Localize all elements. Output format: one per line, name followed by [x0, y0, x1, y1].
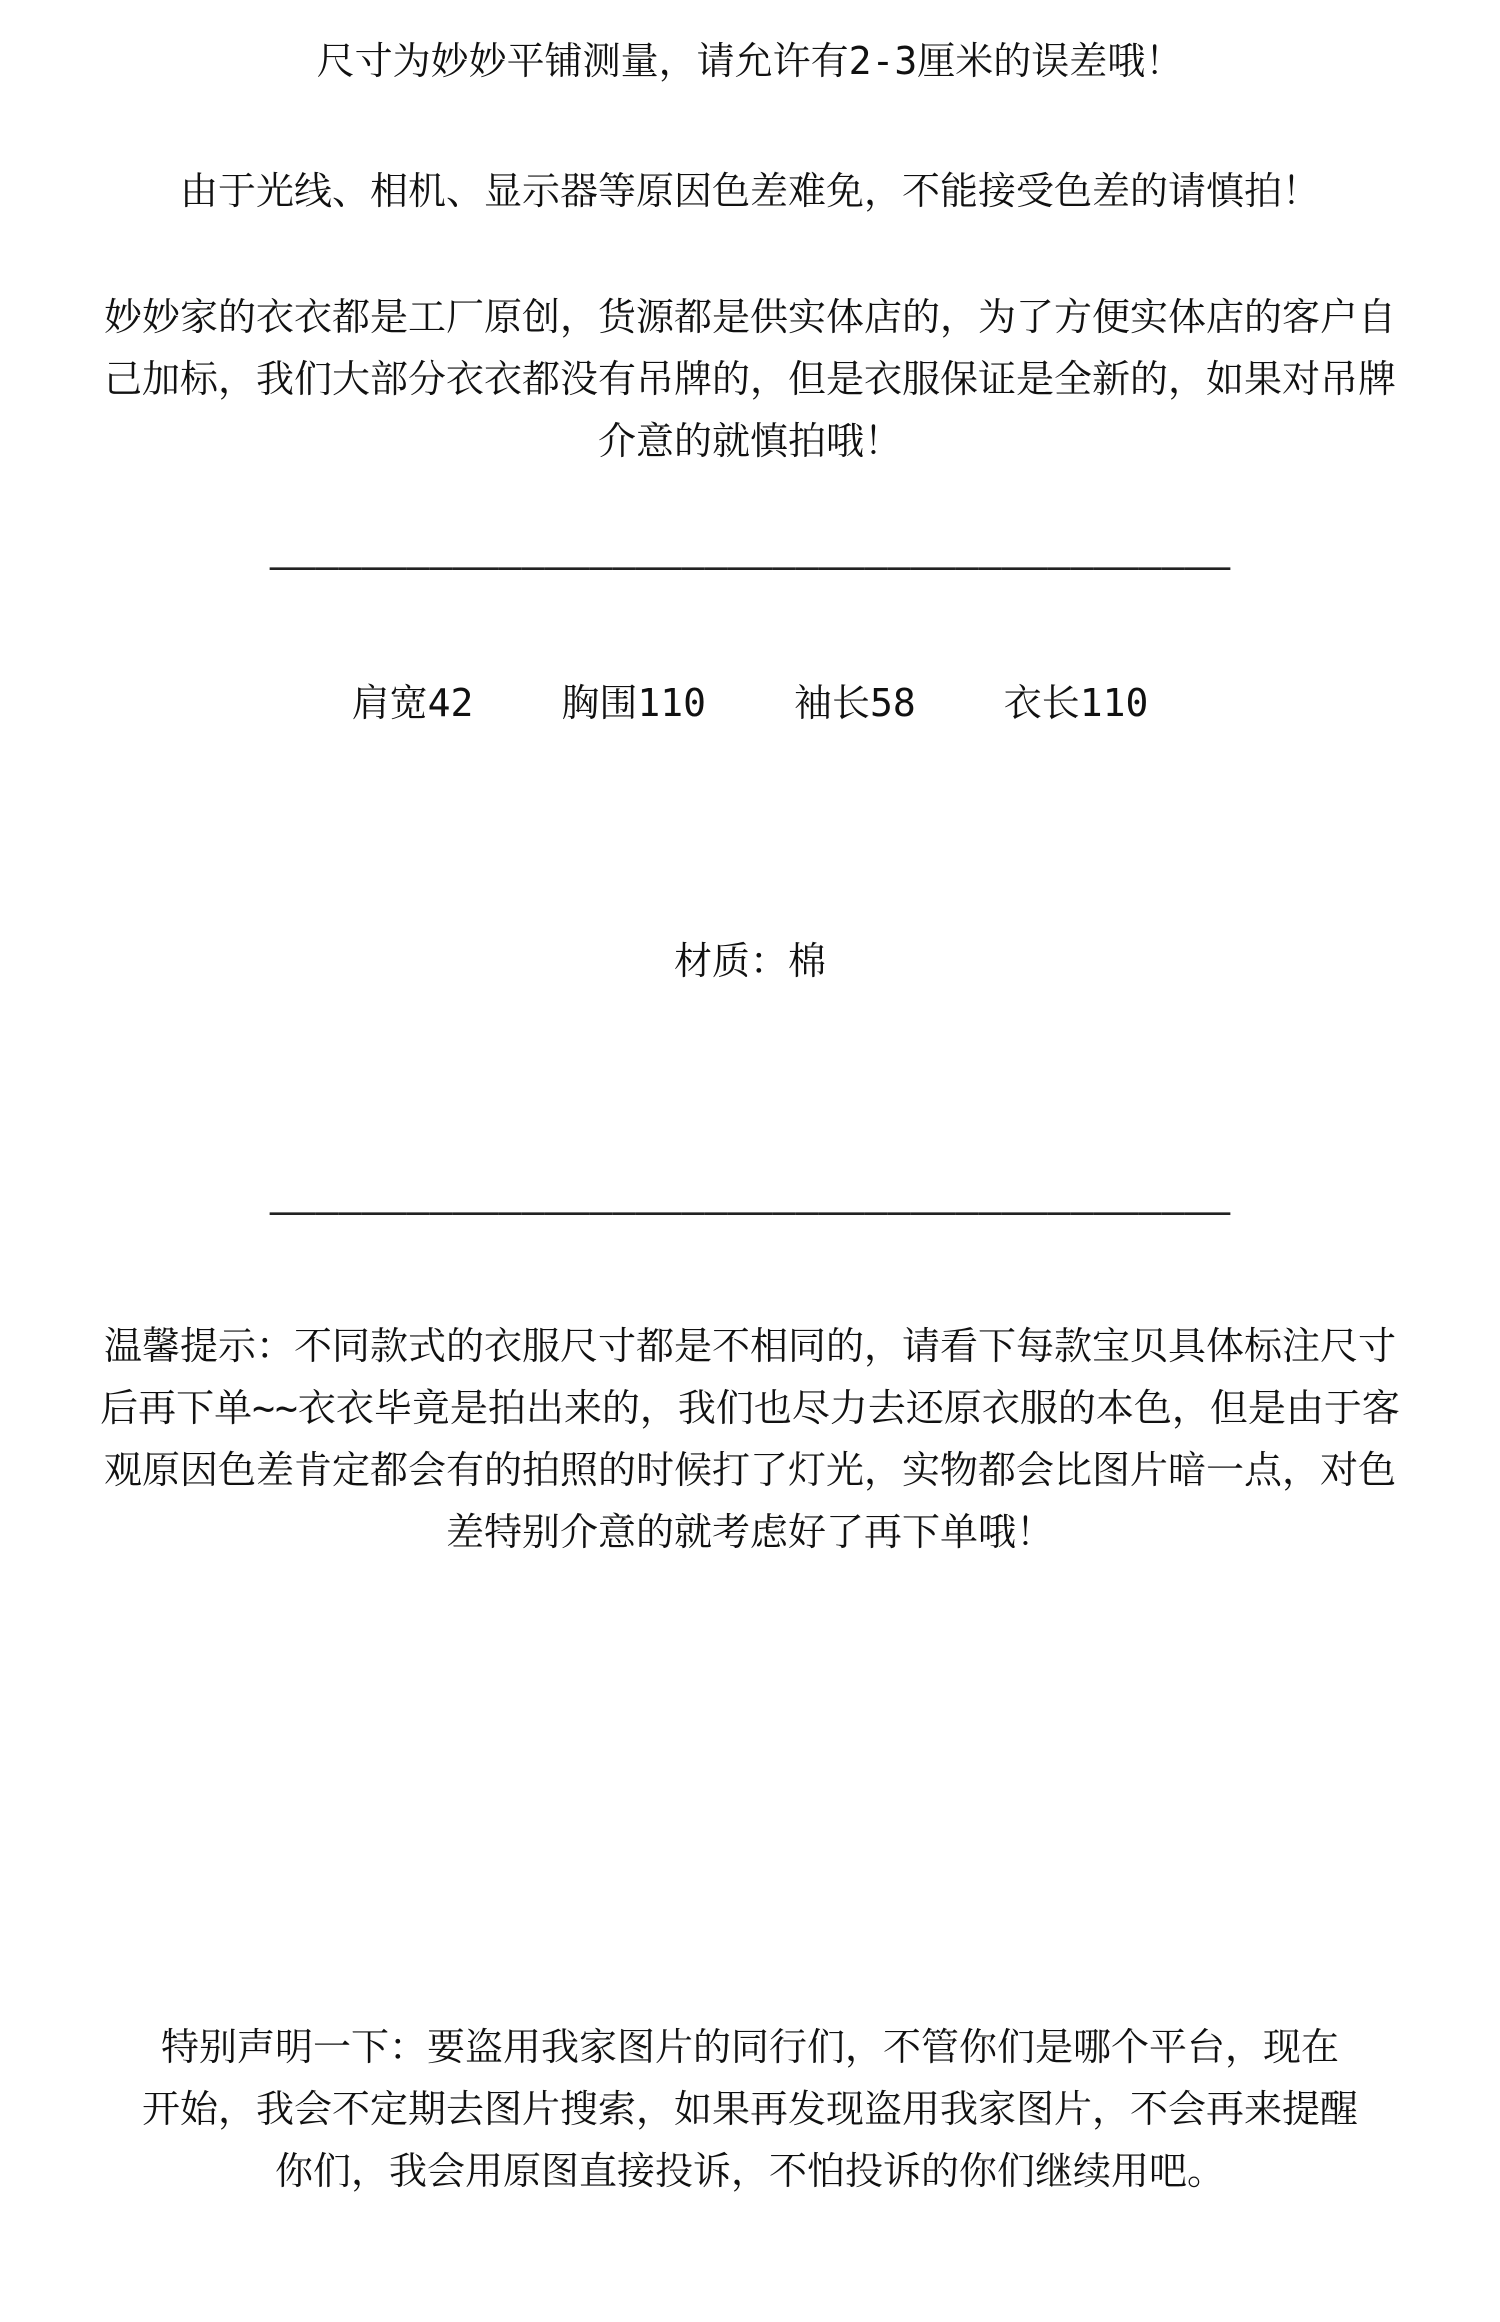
measurement-error-note: 尺寸为妙妙平铺测量，请允许有2-3厘米的误差哦！	[316, 39, 1184, 83]
measurement-row	[0, 672, 1500, 734]
garment-length: 衣长110	[1003, 681, 1149, 725]
statement-line: 开始，我会不定期去图片搜索，如果再发现盗用我家图片，不会再来提醒	[141, 2087, 1358, 2131]
separator-bottom: ——————————————————————————————————————————	[269, 1189, 1231, 1233]
shoulder-width: 肩宽42	[351, 681, 474, 725]
tag-note-line: 妙妙家的衣衣都是工厂原创，货源都是供实体店的，为了方便实体店的客户自	[103, 295, 1396, 339]
color-difference-note: 由于光线、相机、显示器等原因色差难免，不能接受色差的请慎拍！	[179, 169, 1320, 213]
tag-note-line: 己加标，我们大部分衣衣都没有吊牌的，但是衣服保证是全新的，如果对吊牌	[103, 357, 1396, 401]
material-label: 材质：棉	[673, 939, 826, 983]
warm-tips-line: 差特别介意的就考虑好了再下单哦！	[445, 1510, 1054, 1554]
tag-note-line: 介意的就慎拍哦！	[597, 419, 902, 463]
special-statement	[0, 2016, 1500, 2202]
statement-line: 你们，我会用原图直接投诉，不怕投诉的你们继续用吧。	[274, 2149, 1225, 2193]
separator-top: ——————————————————————————————————————————	[269, 544, 1231, 588]
warm-tips-line: 后再下单~~衣衣毕竟是拍出来的，我们也尽力去还原衣服的本色，但是由于客	[100, 1386, 1400, 1430]
statement-line: 特别声明一下：要盗用我家图片的同行们，不管你们是哪个平台，现在	[160, 2025, 1339, 2069]
chest-size: 胸围110	[561, 681, 706, 725]
warm-tips-line: 温馨提示：不同款式的衣服尺寸都是不相同的，请看下每款宝贝具体标注尺寸	[103, 1324, 1396, 1368]
warm-tips	[0, 1315, 1500, 1563]
warm-tips-line: 观原因色差肯定都会有的拍照的时候打了灯光，实物都会比图片暗一点，对色	[103, 1448, 1396, 1492]
tag-note	[0, 286, 1500, 472]
sleeve-length: 袖长58	[794, 681, 916, 725]
